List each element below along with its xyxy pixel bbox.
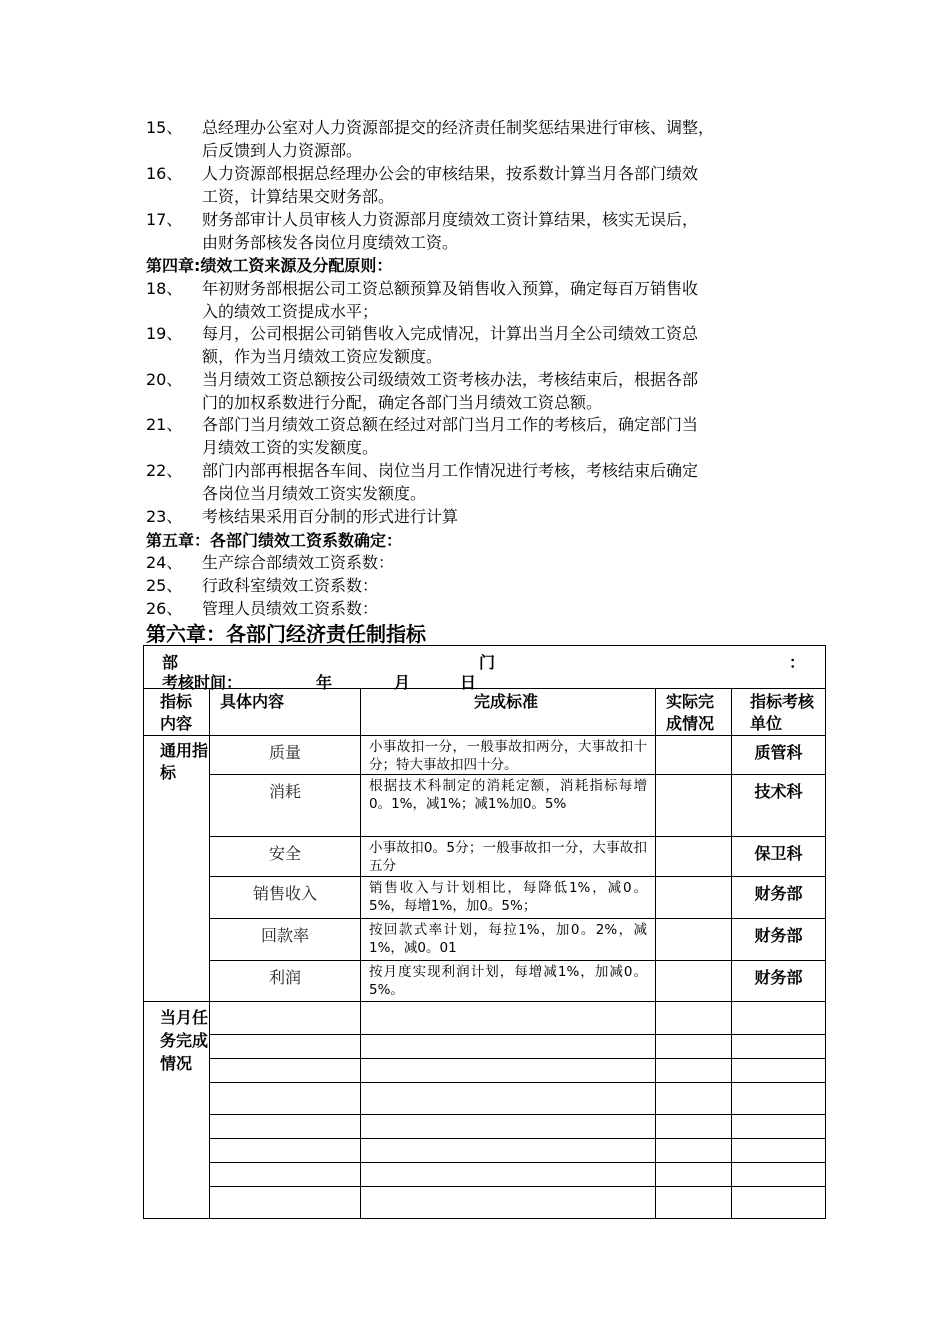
list-item bbox=[146, 322, 826, 368]
actual-cell bbox=[656, 877, 732, 919]
item-number: 15、 bbox=[146, 118, 183, 137]
item-number: 22、 bbox=[146, 461, 183, 480]
item-text: 额，作为当月绩效工资应发额度。 bbox=[202, 347, 443, 366]
item-text: 行政科室绩效工资系数： bbox=[202, 576, 379, 595]
empty-cell bbox=[732, 1002, 826, 1035]
table-row bbox=[144, 1163, 826, 1187]
empty-cell bbox=[732, 1187, 826, 1219]
list-item bbox=[146, 413, 826, 459]
empty-cell bbox=[361, 1115, 656, 1139]
empty-cell bbox=[210, 1035, 361, 1059]
chapter-heading: 第五章：各部门绩效工资系数确定： bbox=[146, 531, 403, 550]
table-row bbox=[144, 1115, 826, 1139]
table-row bbox=[144, 775, 826, 837]
content-cell: 消耗 bbox=[210, 775, 361, 837]
item-number: 26、 bbox=[146, 599, 183, 618]
item-text: 由财务部核发各岗位月度绩效工资。 bbox=[202, 233, 459, 252]
item-text: 月绩效工资的实发额度。 bbox=[202, 438, 379, 457]
empty-cell bbox=[210, 1163, 361, 1187]
day-label: 日 bbox=[460, 673, 477, 692]
unit-cell: 财务部 bbox=[732, 877, 826, 919]
item-number: 20、 bbox=[146, 370, 183, 389]
empty-cell bbox=[656, 1035, 732, 1059]
empty-cell bbox=[656, 1163, 732, 1187]
item-number: 18、 bbox=[146, 279, 183, 298]
content-cell: 利润 bbox=[210, 961, 361, 1002]
empty-cell bbox=[732, 1083, 826, 1115]
column-header: 完成标准 bbox=[361, 689, 656, 736]
table-header-row bbox=[144, 689, 826, 736]
unit-cell: 保卫科 bbox=[732, 837, 826, 877]
empty-cell bbox=[361, 1083, 656, 1115]
empty-cell bbox=[732, 1059, 826, 1083]
list-item bbox=[146, 459, 826, 505]
table-row bbox=[144, 919, 826, 961]
item-text: 人力资源部根据总经理办公会的审核结果，按系数计算当月各部门绩效 bbox=[202, 164, 699, 183]
empty-cell bbox=[361, 1139, 656, 1163]
empty-cell bbox=[210, 1187, 361, 1219]
actual-cell bbox=[656, 837, 732, 877]
list-item bbox=[146, 162, 826, 208]
content-cell: 销售收入 bbox=[210, 877, 361, 919]
table-info-row bbox=[144, 646, 826, 689]
month-label: 月 bbox=[394, 673, 411, 692]
dept-time-cell bbox=[144, 646, 826, 692]
item-text: 入的绩效工资提成水平； bbox=[202, 302, 379, 321]
time-label: 考核时间： bbox=[162, 673, 243, 692]
item-number: 21、 bbox=[146, 415, 183, 434]
item-number: 16、 bbox=[146, 164, 183, 183]
item-text: 工资，计算结果交财务部。 bbox=[202, 187, 395, 206]
chapter-heading: 第六章：各部门经济责任制指标 bbox=[146, 622, 426, 646]
unit-cell: 财务部 bbox=[732, 919, 826, 961]
item-text: 考核结果采用百分制的形式进行计算 bbox=[202, 507, 459, 526]
item-number: 25、 bbox=[146, 576, 183, 595]
general-indicator-label: 通用指标 bbox=[144, 736, 210, 1002]
empty-cell bbox=[210, 1139, 361, 1163]
list-item bbox=[146, 505, 826, 528]
empty-cell bbox=[656, 1059, 732, 1083]
item-text: 部门内部再根据各车间、岗位当月工作情况进行考核，考核结束后确定 bbox=[202, 461, 699, 480]
standard-cell: 按回款式率计划，每拉1%，加0。2%，减1%，减0。01 bbox=[361, 919, 656, 961]
standard-cell: 销售收入与计划相比，每降低1%，减0。5%，每增1%，加0。5%； bbox=[361, 877, 656, 919]
table-row bbox=[144, 877, 826, 919]
table-row bbox=[144, 961, 826, 1002]
item-number: 23、 bbox=[146, 507, 183, 526]
list-item bbox=[146, 368, 826, 414]
empty-cell bbox=[361, 1035, 656, 1059]
table-row bbox=[144, 1083, 826, 1115]
empty-cell bbox=[210, 1115, 361, 1139]
item-text: 管理人员绩效工资系数： bbox=[202, 599, 379, 618]
standard-cell: 小事故扣0。5分；一般事故扣一分，大事故扣五分 bbox=[361, 837, 656, 877]
list-item bbox=[146, 597, 826, 620]
actual-cell bbox=[656, 961, 732, 1002]
column-header: 指标考核单位 bbox=[732, 689, 826, 736]
responsibility-table bbox=[143, 645, 826, 1219]
column-header: 实际完成情况 bbox=[656, 689, 732, 736]
table-row bbox=[144, 1187, 826, 1219]
dept-label: ： bbox=[789, 653, 806, 672]
column-header: 具体内容 bbox=[210, 689, 361, 736]
table-row bbox=[144, 1035, 826, 1059]
empty-cell bbox=[732, 1115, 826, 1139]
list-item bbox=[146, 574, 826, 597]
table-row bbox=[144, 1059, 826, 1083]
item-number: 19、 bbox=[146, 324, 183, 343]
task-completion-label: 当月任务完成情况 bbox=[144, 1002, 210, 1219]
empty-cell bbox=[732, 1035, 826, 1059]
standard-cell: 按月度实现利润计划，每增减1%，加减0。5%。 bbox=[361, 961, 656, 1002]
empty-cell bbox=[656, 1187, 732, 1219]
dept-label: 部 bbox=[162, 653, 179, 672]
unit-cell: 质管科 bbox=[732, 736, 826, 775]
item-text: 门的加权系数进行分配，确定各部门当月绩效工资总额。 bbox=[202, 393, 603, 412]
content-cell: 回款率 bbox=[210, 919, 361, 961]
empty-cell bbox=[361, 1002, 656, 1035]
empty-cell bbox=[656, 1083, 732, 1115]
list-item bbox=[146, 116, 826, 162]
item-text: 财务部审计人员审核人力资源部月度绩效工资计算结果，核实无误后， bbox=[202, 210, 699, 229]
year-label: 年 bbox=[316, 673, 333, 692]
item-number: 17、 bbox=[146, 210, 183, 229]
item-text: 每月，公司根据公司销售收入完成情况，计算出当月全公司绩效工资总 bbox=[202, 324, 699, 343]
list-item bbox=[146, 551, 826, 574]
item-text: 当月绩效工资总额按公司级绩效工资考核办法，考核结束后，根据各部 bbox=[202, 370, 699, 389]
list-item bbox=[146, 208, 826, 254]
empty-cell bbox=[210, 1002, 361, 1035]
unit-cell: 财务部 bbox=[732, 961, 826, 1002]
table-row bbox=[144, 1002, 826, 1035]
item-number: 24、 bbox=[146, 553, 183, 572]
actual-cell bbox=[656, 919, 732, 961]
item-text: 总经理办公室对人力资源部提交的经济责任制奖惩结果进行审核、调整， bbox=[202, 118, 715, 137]
empty-cell bbox=[361, 1187, 656, 1219]
content-cell: 安全 bbox=[210, 837, 361, 877]
list-item bbox=[146, 277, 826, 323]
empty-cell bbox=[656, 1002, 732, 1035]
empty-cell bbox=[361, 1163, 656, 1187]
empty-cell bbox=[361, 1059, 656, 1083]
table-row bbox=[144, 1139, 826, 1163]
actual-cell bbox=[656, 775, 732, 837]
item-text: 年初财务部根据公司工资总额预算及销售收入预算，确定每百万销售收 bbox=[202, 279, 699, 298]
empty-cell bbox=[656, 1115, 732, 1139]
content-cell: 质量 bbox=[210, 736, 361, 775]
dept-label: 门 bbox=[479, 653, 496, 672]
item-text: 生产综合部绩效工资系数： bbox=[202, 553, 395, 572]
unit-cell: 技术科 bbox=[732, 775, 826, 837]
empty-cell bbox=[210, 1059, 361, 1083]
column-header: 指标内容 bbox=[144, 689, 210, 736]
standard-cell: 根据技术科制定的消耗定额，消耗指标每增0。1%，减1%；减1%加0。5% bbox=[361, 775, 656, 837]
actual-cell bbox=[656, 736, 732, 775]
empty-cell bbox=[656, 1139, 732, 1163]
standard-cell: 小事故扣一分，一般事故扣两分，大事故扣十分；特大事故扣四十分。 bbox=[361, 736, 656, 775]
empty-cell bbox=[732, 1139, 826, 1163]
table-row bbox=[144, 837, 826, 877]
table-row bbox=[144, 736, 826, 775]
item-text: 后反馈到人力资源部。 bbox=[202, 141, 363, 160]
empty-cell bbox=[210, 1083, 361, 1115]
item-text: 各岗位当月绩效工资实发额度。 bbox=[202, 484, 427, 503]
empty-cell bbox=[732, 1163, 826, 1187]
chapter-heading: 第四章:绩效工资来源及分配原则： bbox=[146, 256, 393, 275]
item-text: 各部门当月绩效工资总额在经过对部门当月工作的考核后，确定部门当 bbox=[202, 415, 699, 434]
